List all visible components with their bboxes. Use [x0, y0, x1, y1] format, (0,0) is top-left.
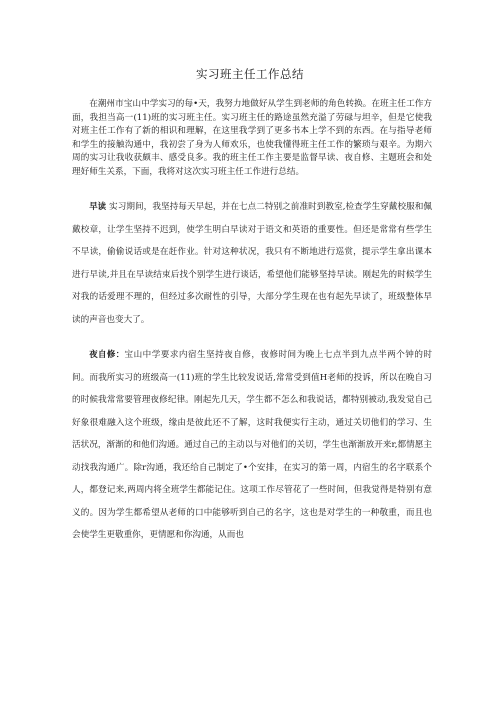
section-heading-evening-study: 夜自修：	[89, 349, 125, 359]
section-body-morning-reading: 实习期间，我坚持每天早起，并在七点二特别之前准时到教室,检查学生穿戴校服和佩戴校章，让学生坚持不迟到，使学生明白早读对于语文和英语的重要性。但还是常常有些学生不早读，偷偷说话或是在赶作业。针对这种状况，我只有不断地进行巡赏，提示学生拿出课本进行早读,并且在早读结束后找个别学生进行谈话，希望他们能够坚持早读。刚起先的时候学生对我的话爱理不理的，但经过多次耐性的引导，大部分学生现在也有起先早读了，班级整体早读的声音也变大了。	[72, 202, 433, 325]
document-title: 实习班主任工作总结	[196, 67, 304, 81]
intro-paragraph: 在潮州市宝山中学实习的每•天，我努力地做好从学生到老师的角色转换。在班主任工作方面，我担当高一(11)班的实习班主任。实习班主任的路途虽然充溢了劳碌与坦辛，但是它使我对班主任工作有了新的相识和理解，在这里我学到了更多书本上学不到的东西。在与指导老师和学生的接触沟通中，我初尝了身为人师欢乐，也使我懂得班主任工作的繁琐与艰辛。为期六周的实习让我收获颇丰、感受良多。我的班主任工作主要是监督早读、夜自修、主题班会和处理好师生关系，下面，我将对这次实习班主任工作进行总结。	[72, 99, 432, 177]
section-morning-reading	[72, 195, 432, 331]
section-heading-morning-reading: 早读	[89, 201, 110, 211]
section-evening-study	[72, 343, 432, 547]
section-body-evening-study: 宝山中学要求内宿生坚持夜自修，夜修时间为晚上七点半到九点半两个钟的时间。而我所实习的班级高一(11)班的学生比较发说话,常常受到值H老师的投诉，所以在晚自习的时候我常常要管理夜修纪律。刚起先几天，学生都不怎么和我说话，都特别被动,我发觉自己好象很难融入这个班级，缘由是彼此还不了解，这时我便实行主动，通过关切他们的学习、生活状况，渐渐的和他们沟通。通过自己的主动以与对他们的关切，学生也渐渐放开来r,都情愿主动找我沟通广。除r沟通，我还给自己制定了•个安排，在实习的第一周，内宿生的名字联系个人，都登记来,两周内将全班学生都能记住。这项工作尽管花了一些时间，但我觉得是特别有意义的。因为学生都希望从老师的口中能够听到自己的名字，这也是对学生的一种敬重，而且也会使学生更敬重你，更情愿和你沟通，从而也	[72, 350, 432, 540]
